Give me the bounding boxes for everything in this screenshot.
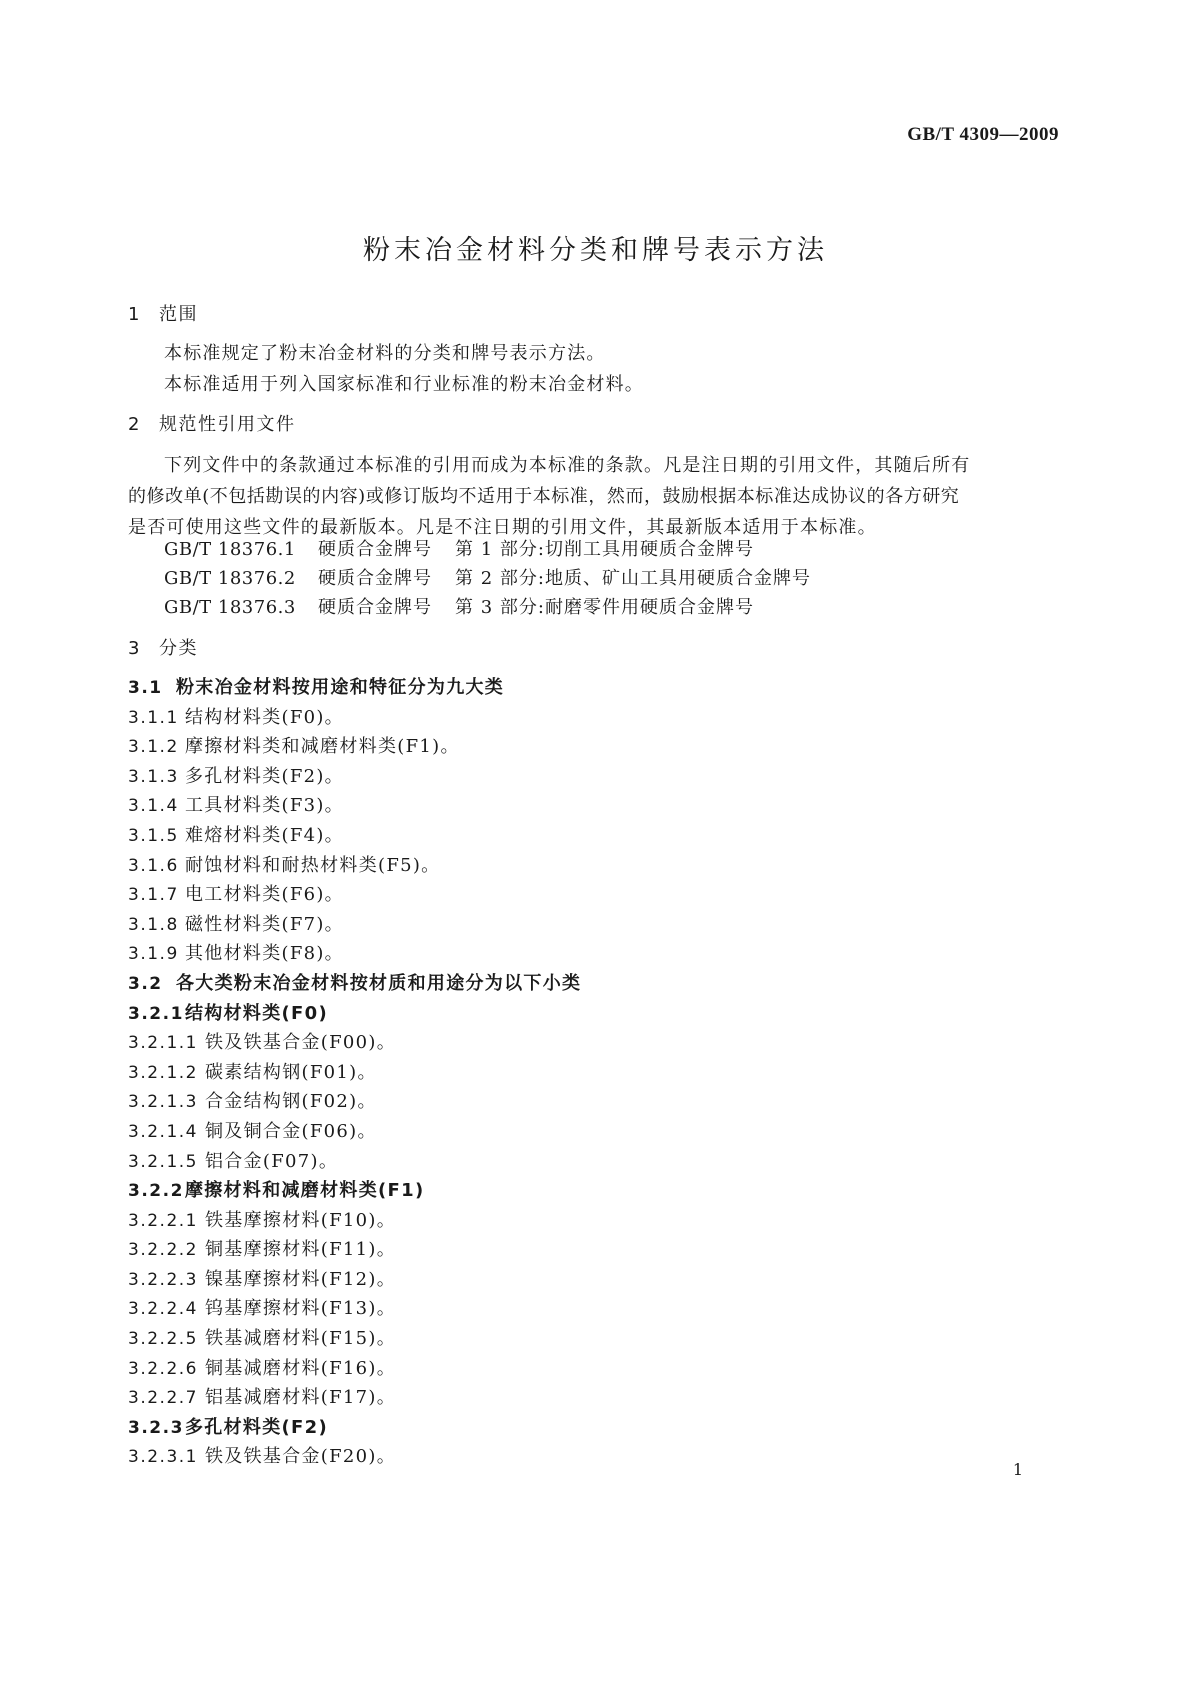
clause-item (128, 1324, 581, 1354)
section-title: 分类 (159, 638, 198, 659)
clause-number: 3.2.1.1 (128, 1033, 198, 1054)
clause-item (128, 1117, 581, 1147)
clause-item (128, 1235, 581, 1265)
clause-item (128, 1206, 581, 1236)
section-title: 范围 (159, 304, 198, 325)
clause-number: 3.1.1 (128, 707, 179, 728)
section-1-heading (128, 300, 198, 326)
section-2-paragraph (128, 450, 988, 543)
clause-text: 结构材料类(F0) (185, 1002, 328, 1024)
clause-item (128, 1087, 581, 1117)
reference-title: 硬质合金牌号 (318, 539, 432, 560)
clause-number: 3.1.6 (128, 855, 179, 876)
reference-item (164, 535, 811, 564)
clause-number: 3.1.7 (128, 885, 179, 906)
clause-text: 合金结构钢(F02)。 (205, 1091, 377, 1113)
clause-number: 3.2.2.4 (128, 1299, 198, 1320)
clause-number: 3.2.1 (128, 1003, 184, 1024)
clause-item (128, 1265, 581, 1295)
clause-number: 3.2.2.2 (128, 1240, 198, 1261)
clause-number: 3.2.2.5 (128, 1329, 198, 1350)
reference-part: 第 3 部分:耐磨零件用硬质合金牌号 (455, 597, 754, 618)
clause-heading (128, 1176, 581, 1206)
clause-number: 3.2 (128, 973, 163, 994)
clause-item (128, 1354, 581, 1384)
clause-number: 3.1.8 (128, 914, 179, 935)
clause-text: 多孔材料类(F2) (185, 1416, 328, 1438)
clause-item (128, 1147, 581, 1177)
clause-text: 其他材料类(F8)。 (185, 943, 344, 965)
clause-number: 3.1.9 (128, 944, 179, 965)
clause-number: 3.2.2.7 (128, 1388, 198, 1409)
clause-item (128, 939, 581, 969)
clause-text: 钨基摩擦材料(F13)。 (205, 1298, 397, 1320)
reference-code: GB/T 18376.2 (164, 568, 296, 589)
section-number: 3 (128, 638, 141, 659)
clause-text: 磁性材料类(F7)。 (185, 913, 344, 935)
clause-item (128, 1294, 581, 1324)
clause-number: 3.2.2.3 (128, 1269, 198, 1290)
section-number: 1 (128, 304, 141, 325)
clause-number: 3.2.2.1 (128, 1210, 198, 1231)
clause-text: 铜基减磨材料(F16)。 (205, 1357, 397, 1379)
clause-item (128, 1383, 581, 1413)
section-title: 规范性引用文件 (159, 414, 296, 435)
classification-list (128, 673, 581, 1472)
clause-item (128, 1442, 581, 1472)
clause-text: 工具材料类(F3)。 (185, 795, 344, 817)
clause-heading (128, 999, 581, 1029)
section-3-heading (128, 634, 198, 660)
reference-part: 第 1 部分:切削工具用硬质合金牌号 (455, 539, 754, 560)
clause-text: 各大类粉末冶金材料按材质和用途分为以下小类 (176, 972, 582, 994)
clause-text: 结构材料类(F0)。 (185, 706, 344, 728)
clause-item (128, 910, 581, 940)
paragraph-line: 是否可使用这些文件的最新版本。凡是不注日期的引用文件，其最新版本适用于本标准。 (128, 517, 877, 538)
section-1-body (164, 338, 644, 400)
reference-title: 硬质合金牌号 (318, 597, 432, 618)
clause-item (128, 1028, 581, 1058)
clause-item (128, 880, 581, 910)
clause-text: 铝合金(F07)。 (205, 1150, 339, 1172)
clause-number: 3.1.2 (128, 737, 179, 758)
clause-text: 铁基摩擦材料(F10)。 (205, 1209, 397, 1231)
clause-text: 耐蚀材料和耐热材料类(F5)。 (185, 854, 441, 876)
reference-code: GB/T 18376.1 (164, 539, 296, 560)
paragraph: 本标准适用于列入国家标准和行业标准的粉末冶金材料。 (164, 374, 644, 395)
standard-code: GB/T 4309—2009 (907, 124, 1059, 145)
clause-text: 电工材料类(F6)。 (185, 884, 344, 906)
clause-text: 碳素结构钢(F01)。 (205, 1061, 377, 1083)
clause-heading (128, 673, 581, 703)
clause-number: 3.1.3 (128, 766, 179, 787)
clause-text: 铜及铜合金(F06)。 (205, 1120, 377, 1142)
section-2-heading (128, 410, 296, 436)
clause-heading (128, 1413, 581, 1443)
clause-number: 3.2.1.4 (128, 1121, 198, 1142)
clause-item (128, 762, 581, 792)
clause-text: 粉末冶金材料按用途和特征分为九大类 (176, 677, 505, 698)
clause-number: 3.2.1.2 (128, 1062, 198, 1083)
reference-title: 硬质合金牌号 (318, 568, 432, 589)
clause-number: 3.1.5 (128, 825, 179, 846)
clause-number: 3.1.4 (128, 796, 179, 817)
paragraph-line: 下列文件中的条款通过本标准的引用而成为本标准的条款。凡是注日期的引用文件，其随后所有 (164, 455, 971, 476)
clause-text: 摩擦材料和减磨材料类(F1) (185, 1180, 425, 1202)
clause-item (128, 791, 581, 821)
section-number: 2 (128, 414, 141, 435)
paragraph-line: 的修改单(不包括勘误的内容)或修订版均不适用于本标准，然而，鼓励根据本标准达成协议的各方研究 (128, 486, 960, 507)
clause-text: 铁及铁基合金(F00)。 (205, 1032, 397, 1054)
reference-item (164, 593, 811, 622)
clause-item (128, 1058, 581, 1088)
clause-number: 3.2.2 (128, 1181, 184, 1202)
page-number: 1 (1012, 1460, 1023, 1479)
normative-references (164, 535, 811, 622)
clause-number: 3.2.1.5 (128, 1151, 198, 1172)
clause-item (128, 851, 581, 881)
clause-text: 铜基摩擦材料(F11)。 (205, 1239, 397, 1261)
clause-item (128, 821, 581, 851)
clause-text: 铝基减磨材料(F17)。 (205, 1387, 397, 1409)
clause-text: 摩擦材料类和减磨材料类(F1)。 (185, 736, 460, 758)
clause-number: 3.2.3.1 (128, 1447, 198, 1468)
reference-item (164, 564, 811, 593)
paragraph: 本标准规定了粉末冶金材料的分类和牌号表示方法。 (164, 343, 606, 364)
clause-item (128, 703, 581, 733)
clause-number: 3.2.2.6 (128, 1358, 198, 1379)
clause-text: 多孔材料类(F2)。 (185, 765, 344, 787)
reference-code: GB/T 18376.3 (164, 597, 296, 618)
clause-number: 3.2.3 (128, 1417, 184, 1438)
clause-text: 铁及铁基合金(F20)。 (205, 1446, 397, 1468)
clause-number: 3.1 (128, 678, 163, 698)
reference-part: 第 2 部分:地质、矿山工具用硬质合金牌号 (455, 568, 811, 589)
clause-item (128, 732, 581, 762)
document-title: 粉末冶金材料分类和牌号表示方法 (363, 235, 828, 266)
clause-text: 铁基减磨材料(F15)。 (205, 1328, 397, 1350)
clause-text: 镍基摩擦材料(F12)。 (205, 1268, 397, 1290)
clause-heading (128, 969, 581, 999)
clause-text: 难熔材料类(F4)。 (185, 824, 344, 846)
clause-number: 3.2.1.3 (128, 1092, 198, 1113)
